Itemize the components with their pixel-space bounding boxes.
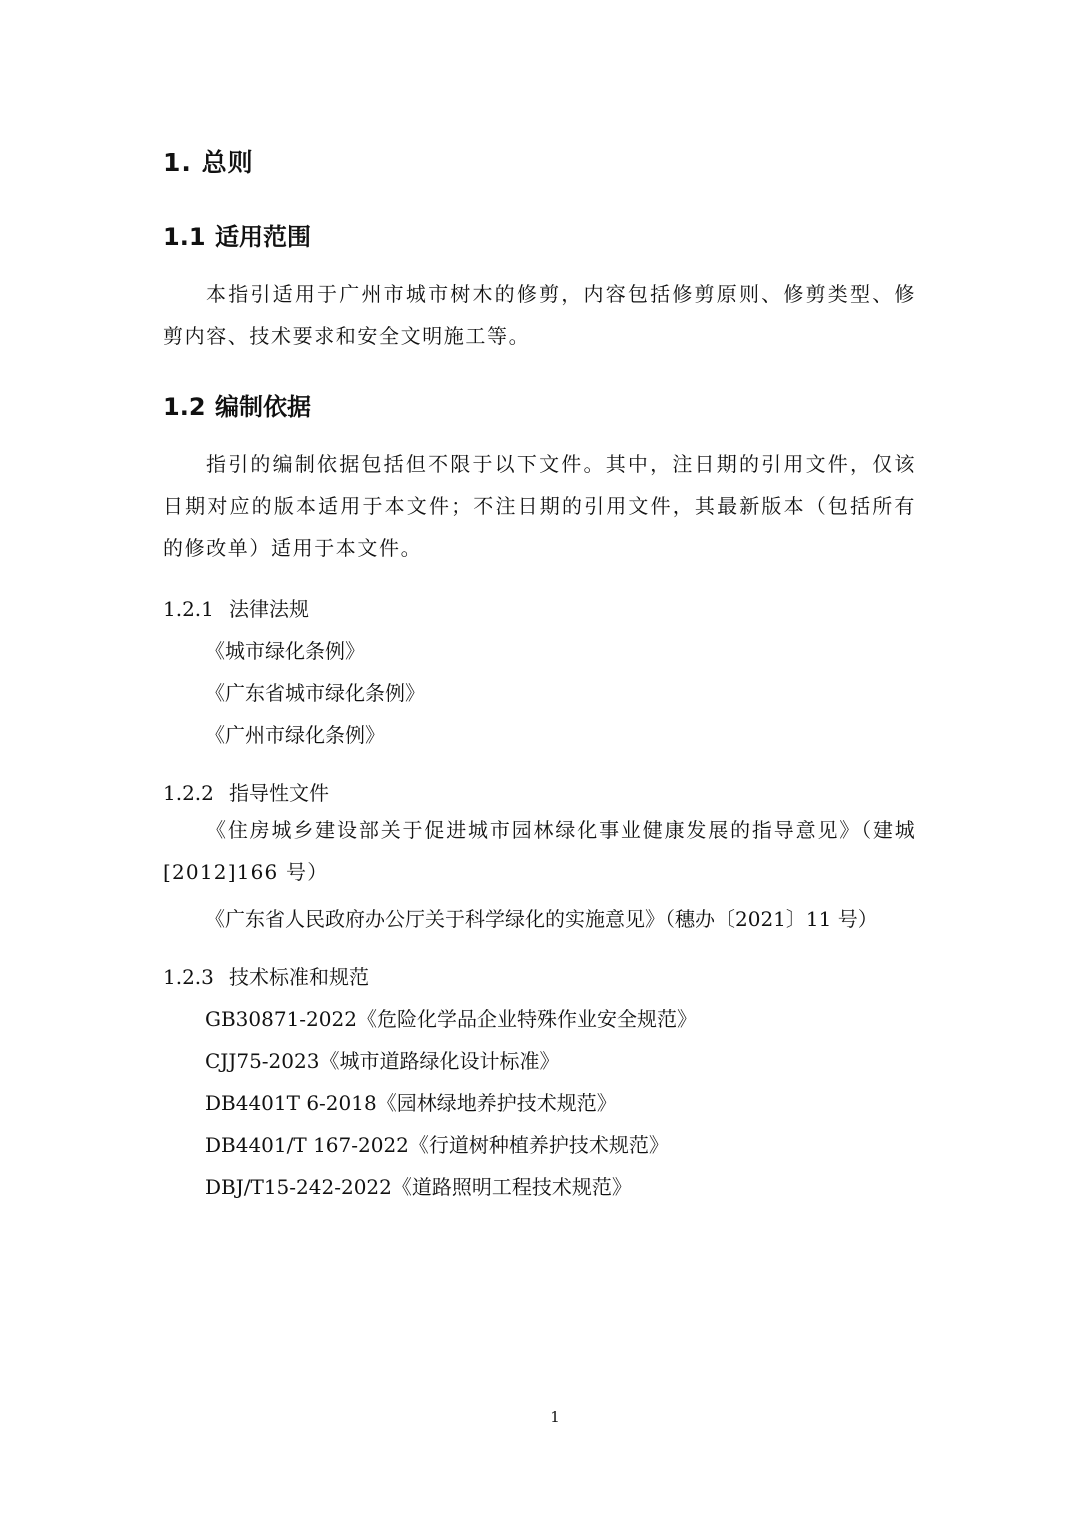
subsection-number: 1.2.3	[163, 965, 214, 989]
subsection-number: 1.2.1	[163, 597, 214, 621]
chapter-heading: 1. 总则	[163, 148, 254, 177]
standard-item: DBJ/T15-242-2022《道路照明工程技术规范》	[205, 1175, 632, 1199]
page-number: 1	[550, 1408, 560, 1426]
guidance-item: 《广东省人民政府办公厅关于科学绿化的实施意见》（穗办〔2021〕11 号）	[205, 907, 878, 931]
standard-item: DB4401/T 167-2022《行道树种植养护技术规范》	[205, 1133, 669, 1157]
section-number: 1.2	[163, 393, 206, 421]
standard-item: DB4401T 6-2018《园林绿地养护技术规范》	[205, 1091, 617, 1115]
standard-item: CJJ75-2023《城市道路绿化设计标准》	[205, 1049, 560, 1073]
guidance-item: 《住房城乡建设部关于促进城市园林绿化事业健康发展的指导意见》（建城[2012]166 号）	[163, 818, 916, 884]
standard-item: GB30871-2022《危险化学品企业特殊作业安全规范》	[205, 1007, 697, 1031]
section-heading-1-1	[163, 217, 311, 252]
regulation-item: 《城市绿化条例》	[205, 639, 365, 663]
section-title: 编制依据	[215, 393, 311, 421]
regulation-item: 《广东省城市绿化条例》	[205, 681, 425, 705]
section-heading-1-2	[163, 387, 311, 422]
subsection-heading-1-2-1	[163, 593, 309, 622]
section-paragraph-1-1: 本指引适用于广州市城市树木的修剪，内容包括修剪原则、修剪类型、修剪内容、技术要求和安全文明施工等。	[163, 282, 916, 348]
subsection-heading-1-2-3	[163, 961, 369, 990]
subsection-number: 1.2.2	[163, 781, 214, 805]
subsection-title: 法律法规	[229, 597, 309, 621]
subsection-heading-1-2-2	[163, 777, 329, 806]
section-title: 适用范围	[215, 223, 311, 251]
section-number: 1.1	[163, 223, 206, 251]
regulation-item: 《广州市绿化条例》	[205, 723, 385, 747]
subsection-title: 技术标准和规范	[229, 965, 369, 989]
section-paragraph-1-2: 指引的编制依据包括但不限于以下文件。其中，注日期的引用文件，仅该日期对应的版本适用于本文件；不注日期的引用文件，其最新版本（包括所有的修改单）适用于本文件。	[163, 452, 916, 560]
subsection-title: 指导性文件	[229, 781, 329, 805]
